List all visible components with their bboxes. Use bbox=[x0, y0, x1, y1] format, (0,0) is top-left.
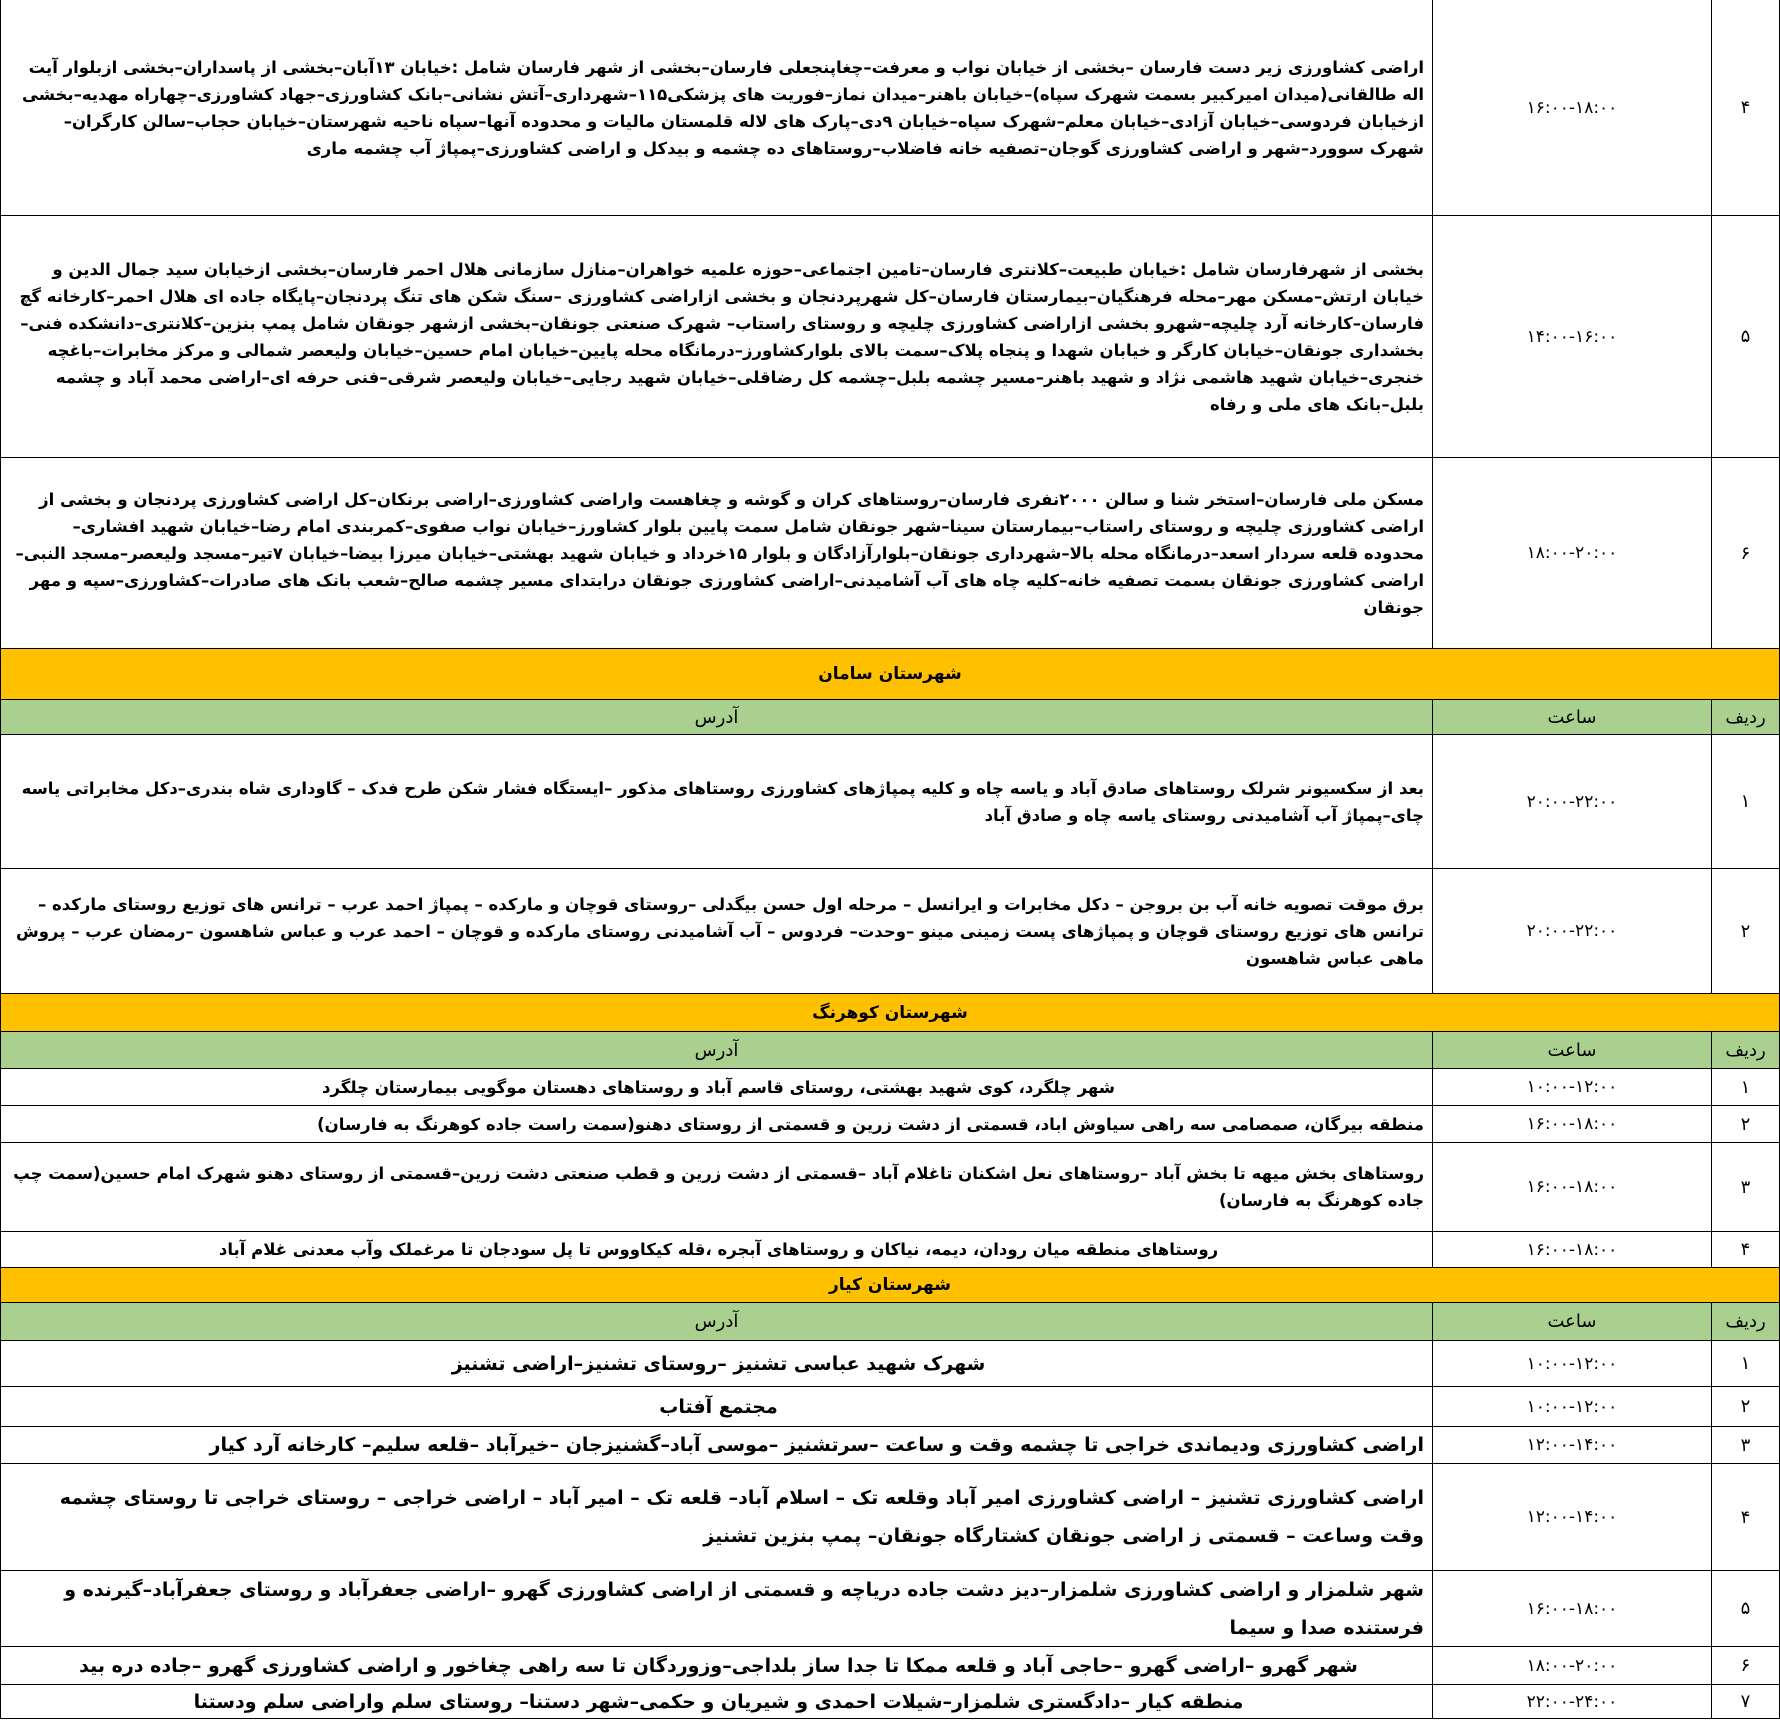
row-address-text: مجتمع آفتاب bbox=[659, 1395, 778, 1418]
row-address-text: اراضی کشاورزی ودیماندی خراجی تا چشمه وقت و ساعت –سرتشنیز –موسی آباد–گشنیزجان –خیرآباد –قلعه سلیم– کارخانه آرد کیار bbox=[209, 1434, 1424, 1456]
table-header bbox=[0, 1032, 1780, 1069]
region-title-kiar bbox=[0, 1268, 1780, 1303]
row-address bbox=[0, 0, 1433, 216]
region-title-text: شهرستان کوهرنگ bbox=[812, 1002, 968, 1023]
region-title-kuhrang bbox=[0, 994, 1780, 1032]
row-number: ۴ bbox=[1712, 1232, 1780, 1268]
row-number: ۶ bbox=[1712, 1647, 1780, 1685]
table-row bbox=[0, 1341, 1780, 1387]
header-number: ردیف bbox=[1712, 1032, 1780, 1069]
row-time: ۱۲:۰۰-۱۴:۰۰ bbox=[1433, 1427, 1712, 1464]
row-time: ۱۰:۰۰-۱۲:۰۰ bbox=[1433, 1069, 1712, 1106]
table-row bbox=[0, 735, 1780, 869]
row-address bbox=[0, 216, 1433, 458]
row-number: ۳ bbox=[1712, 1143, 1780, 1232]
row-time: ۱۶:۰۰-۱۸:۰۰ bbox=[1433, 1106, 1712, 1143]
table-row bbox=[0, 1685, 1780, 1719]
row-time: ۱۶:۰۰-۱۸:۰۰ bbox=[1433, 1571, 1712, 1647]
header-number: ردیف bbox=[1712, 1303, 1780, 1341]
table-header bbox=[0, 1303, 1780, 1341]
row-number: ۳ bbox=[1712, 1427, 1780, 1464]
table-row bbox=[0, 458, 1780, 649]
row-address-text: شهر چلگرد، کوی شهید بهشتی، روستای قاسم آباد و روستاهای دهستان موگویی بیمارستان چلگرد bbox=[322, 1077, 1115, 1097]
row-number: ۴ bbox=[1712, 0, 1780, 216]
header-time: ساعت bbox=[1433, 700, 1712, 735]
table-row bbox=[0, 1571, 1780, 1647]
row-address-text: منطقه کیار –دادگستری شلمزار–شیلات احمدی و شیریان و حکمی–شهر دستنا– روستای سلم واراضی سلم ودستنا bbox=[193, 1690, 1244, 1713]
row-address bbox=[0, 1341, 1433, 1387]
row-number: ۵ bbox=[1712, 216, 1780, 458]
row-time: ۱۸:۰۰-۲۰:۰۰ bbox=[1433, 458, 1712, 649]
row-address bbox=[0, 1106, 1433, 1143]
row-address bbox=[0, 1387, 1433, 1427]
table-row bbox=[0, 1427, 1780, 1464]
row-address-text: اراضی کشاورزی تشنیز – اراضی کشاورزی امیر آباد وقلعه تک – اسلام آباد– قلعه تک – امیر آباد – اراضی خراجی – روستای خراجی تا روستای چشمه وقت وساعت – قسمتی ز اراضی جونقان کشتارگاه جونقان– پمپ بنزین تشنیز bbox=[59, 1487, 1424, 1547]
table-row bbox=[0, 1387, 1780, 1427]
row-address bbox=[0, 1571, 1433, 1647]
row-number: ۲ bbox=[1712, 1387, 1780, 1427]
row-number: ۲ bbox=[1712, 1106, 1780, 1143]
row-address bbox=[0, 735, 1433, 869]
table-row bbox=[0, 1464, 1780, 1571]
row-time: ۱۰:۰۰-۱۲:۰۰ bbox=[1433, 1387, 1712, 1427]
table-row bbox=[0, 0, 1780, 216]
row-time: ۲۲:۰۰-۲۴:۰۰ bbox=[1433, 1685, 1712, 1719]
row-address-text: شهر گهرو –اراضی گهرو –حاجی آباد و قلعه ممکا تا جدا ساز بلداجی–وزوردگان تا سه راهی چغاخور و اراضی کشاورزی گهرو –جاده دره بید bbox=[79, 1654, 1358, 1677]
row-address bbox=[0, 869, 1433, 994]
table-row bbox=[0, 1106, 1780, 1143]
row-address bbox=[0, 1069, 1433, 1106]
row-number: ۷ bbox=[1712, 1685, 1780, 1719]
table-row bbox=[0, 1232, 1780, 1268]
row-number: ۵ bbox=[1712, 1571, 1780, 1647]
row-time: ۱۶:۰۰-۱۸:۰۰ bbox=[1433, 1232, 1712, 1268]
row-time: ۱۶:۰۰-۱۸:۰۰ bbox=[1433, 0, 1712, 216]
region-title-saman bbox=[0, 649, 1780, 700]
row-time: ۱۴:۰۰-۱۶:۰۰ bbox=[1433, 216, 1712, 458]
row-address bbox=[0, 1464, 1433, 1571]
header-time: ساعت bbox=[1433, 1303, 1712, 1341]
row-number: ۴ bbox=[1712, 1464, 1780, 1571]
row-number: ۶ bbox=[1712, 458, 1780, 649]
row-address-text: اراضی کشاورزی زیر دست فارسان –بخشی از خیابان نواب و معرفت–چغاپنجعلی فارسان–بخشی از شهر فارسان شامل :خیابان ۱۳آبان–بخشی از پاسداران–بخشی ازبلوار آیت اله طالقانی(میدان امیرکبیر بسمت شهرک سپاه)–خیابان باهنر–میدان نماز–فوریت های پزشکی۱۱۵–شهرداری–آتش نشانی–بانک کشاورزی–جهاد کشاورزی–چهاراه مهدیه–بخشی ازخیابان فردوسی–خیابان آزادی–خیابان معلم–شهرک سپاه–خیابان ۹دی–پارک های لاله قلمستان مالیات و محدوده آنها–سپاه ناحیه شهرستان–خیابان حجاب–سالن کارگران–شهرک سوورد–شهر و اراضی کشاورزی گوجان–تصفیه خانه فاضلاب–روستاهای ده چشمه و بیدکل و اراضی کشاورزی–پمپاژ آب چشمه ماری bbox=[22, 57, 1424, 158]
header-number: ردیف bbox=[1712, 700, 1780, 735]
table-row bbox=[0, 1647, 1780, 1685]
table-header bbox=[0, 700, 1780, 735]
row-address bbox=[0, 1232, 1433, 1268]
row-address bbox=[0, 1427, 1433, 1464]
row-number: ۱ bbox=[1712, 1069, 1780, 1106]
row-number: ۱ bbox=[1712, 1341, 1780, 1387]
header-address: آدرس bbox=[0, 1303, 1433, 1341]
region-title-text: شهرستان کیار bbox=[829, 1275, 951, 1295]
row-time: ۱۰:۰۰-۱۲:۰۰ bbox=[1433, 1341, 1712, 1387]
row-address bbox=[0, 458, 1433, 649]
row-address-text: بعد از سکسیونر شرلک روستاهای صادق آباد و یاسه چاه و کلیه پمپاژهای کشاورزی روستاهای مذکور –ایستگاه فشار شکن طرح فدک – گاوداری شاه بندری–دکل مخابراتی یاسه چای–پمپاژ آب آشامیدنی روستای یاسه چاه و صادق آباد bbox=[21, 778, 1424, 825]
row-number: ۱ bbox=[1712, 735, 1780, 869]
row-time: ۱۲:۰۰-۱۴:۰۰ bbox=[1433, 1464, 1712, 1571]
row-address-text: بخشی از شهرفارسان شامل :خیابان طبیعت–کلانتری فارسان–تامین اجتماعی–حوزه علمیه خواهران–منازل سازمانی هلال احمر فارسان–بخشی ازخیابان سید جمال الدین و خیابان ارتش–مسکن مهر–محله فرهنگیان–بیمارستان فارسان–کل شهرپردنجان و بخشی ازاراضی کشاورزی –سنگ شکن های تنگ پردنجان–پایگاه جاده ای هلال احمر–کارخانه گچ فارسان–کارخانه آرد چلیچه–شهرو بخشی ازاراضی کشاورزی چلیچه و روستای راستاب– شهرک صنعتی جونقان–بخشی ازشهر جونقان شامل پمپ بنزین–کلانتری–دانشکده فنی–بخشداری جونقان–خیابان کارگر و خیابان شهدا و پنجاه پلاک–سمت بالای بلوارکشاورز–درمانگاه محله پایین–خیابان امام حسین–خیابان ولیعصر شمالی و مرکز مخابرات–باغچه خنجری–خیابان شهید هاشمی نژاد و شهید باهنر–مسیر چشمه بلبل–چشمه کل رضاقلی–خیابان شهید رجایی–خیابان ولیعصر شرقی–فنی حرفه ای–اراضی محمد آباد و چشمه بلبل–بانک های ملی و رفاه bbox=[19, 259, 1424, 414]
row-address bbox=[0, 1143, 1433, 1232]
header-time: ساعت bbox=[1433, 1032, 1712, 1069]
table-row bbox=[0, 1069, 1780, 1106]
row-address bbox=[0, 1647, 1433, 1685]
row-address-text: روستاهای منطقه میان رودان، دیمه، نیاکان و روستاهای آبجره ،قله کیکاووس تا پل سودجان تا مرغملک وآب معدنی غلام آباد bbox=[218, 1240, 1219, 1259]
row-address-text: شهرک شهید عباسی تشنیز –روستای تشنیز–اراضی تشنیز bbox=[451, 1352, 986, 1375]
table-row bbox=[0, 216, 1780, 458]
row-address-text: برق موقت تصویه خانه آب بن بروجن – دکل مخابرات و ایرانسل – مرحله اول حسن بیگدلی –روستای قوچان و مارکده – پمپاژ احمد عرب – ترانس های توزیع روستای مارکده – ترانس های توزیع روستای قوچان و پمپاژهای پست زمینی مینو –وحدت– فردوس – آب آشامیدنی روستای مارکده و قوچان – احمد عرب و عباس شاهسون –رمضان عرب – پروش ماهی عباس شاهسون bbox=[16, 894, 1424, 968]
row-address-text: مسکن ملی فارسان–استخر شنا و سالن ۲۰۰۰نفری فارسان–روستاهای کران و گوشه و چغاهست واراضی کشاورزی–اراضی برنکان–کل اراضی کشاورزی پردنجان و بخشی از اراضی کشاورزی چلیچه و روستای راستاب–بیمارستان سینا–شهر جونقان شامل سمت پایین بلوار کشاورز–خیابان نواب صفوی–کمربندی امام رضا–خیابان شهید افشاری–محدوده قلعه سردار اسعد–درمانگاه محله بالا–شهرداری جونقان–بلوارآزادگان و بلوار ۱۵خرداد و خیابان شهید بهشتی–خیابان میرزا بیضا–خیابان ۷تیر–مسجد ولیعصر–مسجد النبی–اراضی کشاورزی جونقان بسمت تصفیه خانه–کلیه چاه های آب آشامیدنی–اراضی کشاورزی جونقان درابتدای مسیر چشمه صالح–شعب بانک های صادرات–کشاورزی–سپه و مهر جونقان bbox=[15, 489, 1424, 617]
row-address-text: شهر شلمزار و اراضی کشاورزی شلمزار–دیز دشت جاده دریاچه و قسمتی از اراضی کشاورزی گهرو –اراضی جعفرآباد و روستای جعفرآباد–گیرنده و فرستنده صدا و سیما bbox=[64, 1578, 1424, 1639]
row-time: ۲۰:۰۰-۲۲:۰۰ bbox=[1433, 735, 1712, 869]
header-address: آدرس bbox=[0, 700, 1433, 735]
table-row bbox=[0, 1143, 1780, 1232]
region-title-text: شهرستان سامان bbox=[818, 664, 962, 684]
row-time: ۱۸:۰۰-۲۰:۰۰ bbox=[1433, 1647, 1712, 1685]
row-address-text: منطقه بیرگان، صمصامی سه راهی سیاوش اباد، قسمتی از دشت زرین و قسمتی از روستای دهنو(سمت راست جاده کوهرنگ به فارسان) bbox=[317, 1114, 1424, 1134]
row-address-text: روستاهای بخش میهه تا بخش آباد –روستاهای نعل اشکنان تاغلام آباد –قسمتی از دشت زرین و قطب صنعتی دشت زرین–قسمتی از روستای دهنو شهرک امام حسین(سمت چپ جاده کوهرنگ به فارسان) bbox=[13, 1164, 1424, 1210]
header-address: آدرس bbox=[0, 1032, 1433, 1069]
row-address bbox=[0, 1685, 1433, 1719]
table-row bbox=[0, 869, 1780, 994]
row-number: ۲ bbox=[1712, 869, 1780, 994]
row-time: ۱۶:۰۰-۱۸:۰۰ bbox=[1433, 1143, 1712, 1232]
row-time: ۲۰:۰۰-۲۲:۰۰ bbox=[1433, 869, 1712, 994]
